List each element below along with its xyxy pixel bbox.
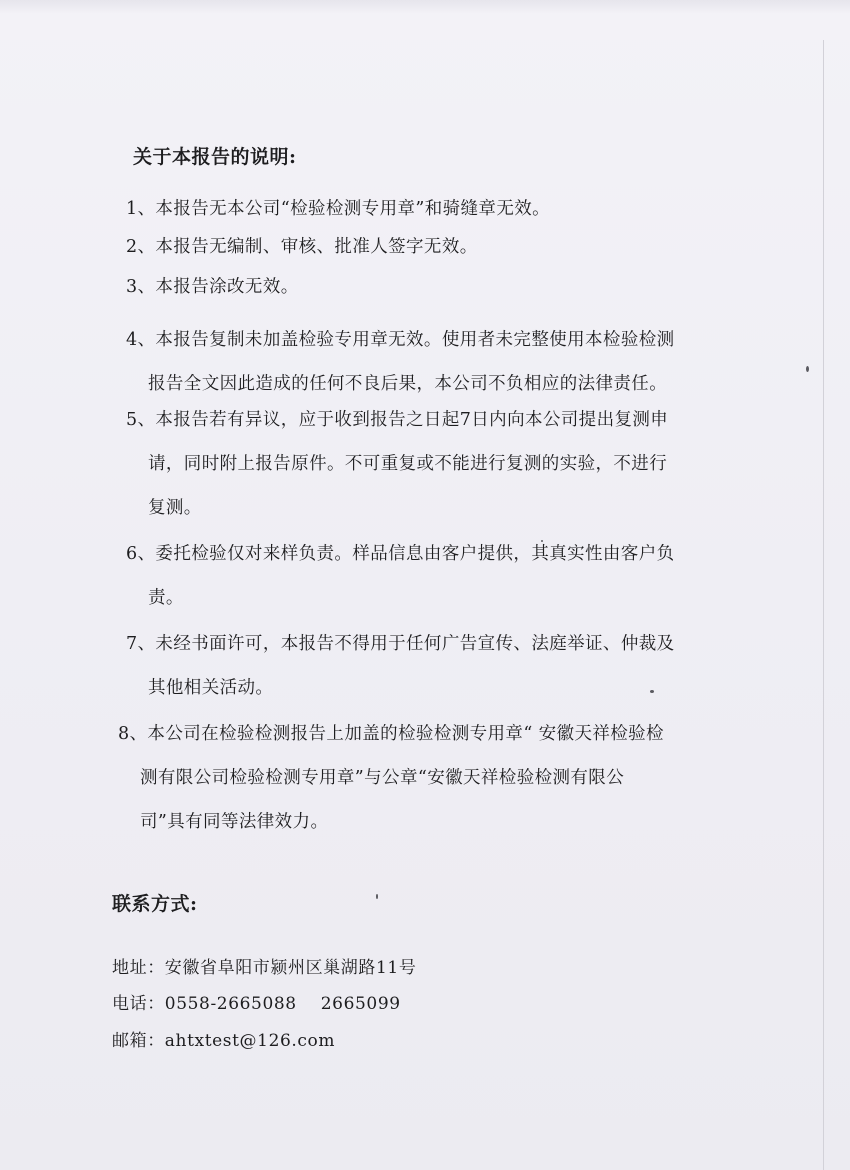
note-line: 其他相关活动。 [148,678,274,698]
note-line: 司”具有同等法律效力。 [140,812,329,832]
note-line: 4、本报告复制未加盖检验专用章无效。使用者未完整使用本检验检测 [126,330,675,350]
note-item-8 [118,712,718,844]
scan-speck [376,894,378,899]
scan-speck [806,366,809,372]
contact-heading: 联系方式: [112,893,198,915]
note-line: 报告全文因此造成的任何不良后果，本公司不负相应的法律责任。 [148,374,668,394]
notes-heading: 关于本报告的说明: [133,146,297,168]
note-item-2 [126,225,726,269]
note-line: 7、未经书面许可，本报告不得用于任何广告宣传、法庭举证、仲裁及 [126,634,675,654]
note-item-3 [126,265,726,309]
note-line: 3、本报告涂改无效。 [126,277,299,297]
contact-phone: 电话：0558-2665088 2665099 [112,994,401,1014]
contact-address: 地址：安徽省阜阳市颍州区巢湖路11号 [112,958,417,978]
note-item-5 [126,398,726,530]
note-item-4 [126,318,726,406]
note-line: 1、本报告无本公司“检验检测专用章”和骑缝章无效。 [126,199,551,219]
note-line: 2、本报告无编制、审核、批准人签字无效。 [126,237,478,257]
note-line: 5、本报告若有异议，应于收到报告之日起7日内向本公司提出复测申 [126,410,669,430]
note-item-6 [126,532,726,620]
contact-email: 邮箱：ahtxtest@126.com [112,1031,336,1051]
note-line: 6、委托检验仅对来样负责。样品信息由客户提供，其真实性由客户负 [126,544,675,564]
note-line: 8、本公司在检验检测报告上加盖的检验检测专用章“ 安徽天祥检验检 [118,724,664,744]
note-line: 请，同时附上报告原件。不可重复或不能进行复测的实验，不进行 [148,454,668,474]
note-item-7 [126,622,726,710]
scan-edge-right [823,40,824,1170]
scan-shadow-top [0,0,850,14]
note-line: 复测。 [148,498,202,518]
note-line: 测有限公司检验检测专用章”与公章“安徽天祥检验检测有限公 [140,768,625,788]
note-line: 责。 [148,588,184,608]
